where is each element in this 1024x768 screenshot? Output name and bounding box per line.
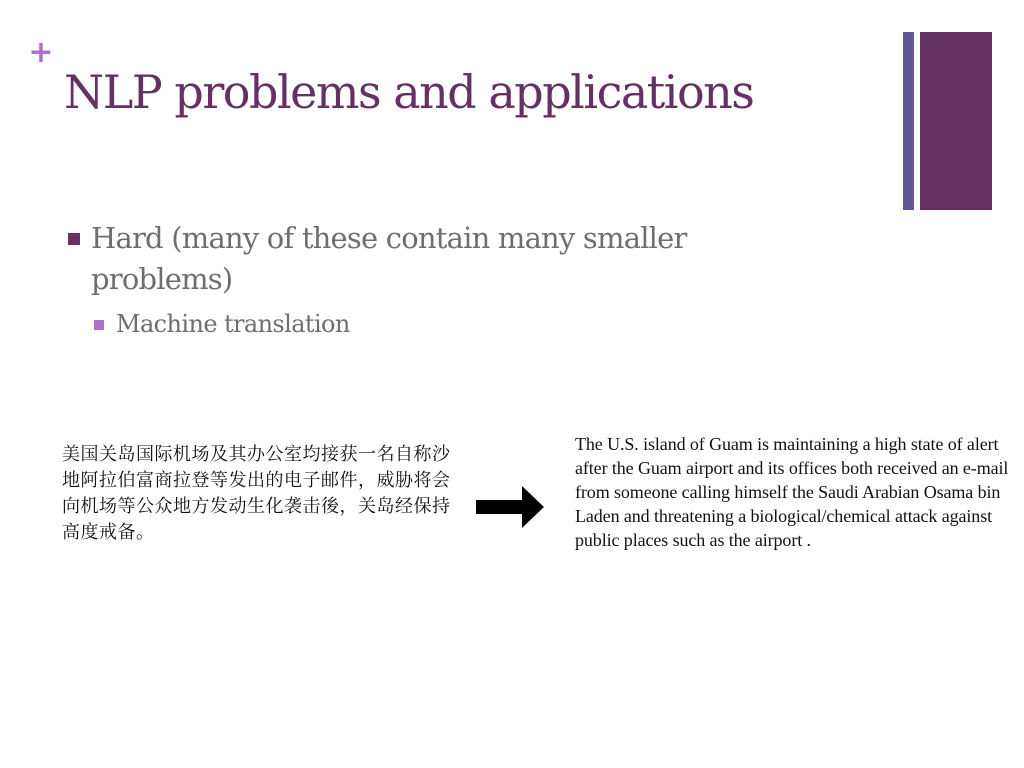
accent-bar-thin bbox=[903, 32, 914, 210]
bullet-machine-translation bbox=[94, 310, 350, 338]
source-chinese-text: 美国关岛国际机场及其办公室均接获一名自称沙地阿拉伯富商拉登等发出的电子邮件，威胁将会向机场等公众地方发动生化袭击後，关岛经保持高度戒备。 bbox=[62, 444, 451, 543]
right-arrow-icon bbox=[476, 486, 544, 528]
translation-english-text: The U.S. island of Guam is maintaining a high state of alert after the Guam airport and its offices both received an e-mail from someone calling himself the Saudi Arabian Osama bin Laden and threatening a biological/chemical attack against public places such as the airport . bbox=[575, 434, 1009, 550]
accent-bar-wide bbox=[920, 32, 992, 210]
plus-icon: + bbox=[28, 35, 54, 70]
bullet-machine-translation-text: Machine translation bbox=[116, 310, 350, 338]
page-title: NLP problems and applications bbox=[64, 65, 754, 119]
square-bullet-icon bbox=[94, 320, 104, 330]
square-bullet-icon bbox=[68, 233, 80, 245]
bullet-hard-text: Hard (many of these contain many smaller problems) bbox=[91, 221, 687, 296]
bullet-hard bbox=[68, 218, 768, 300]
